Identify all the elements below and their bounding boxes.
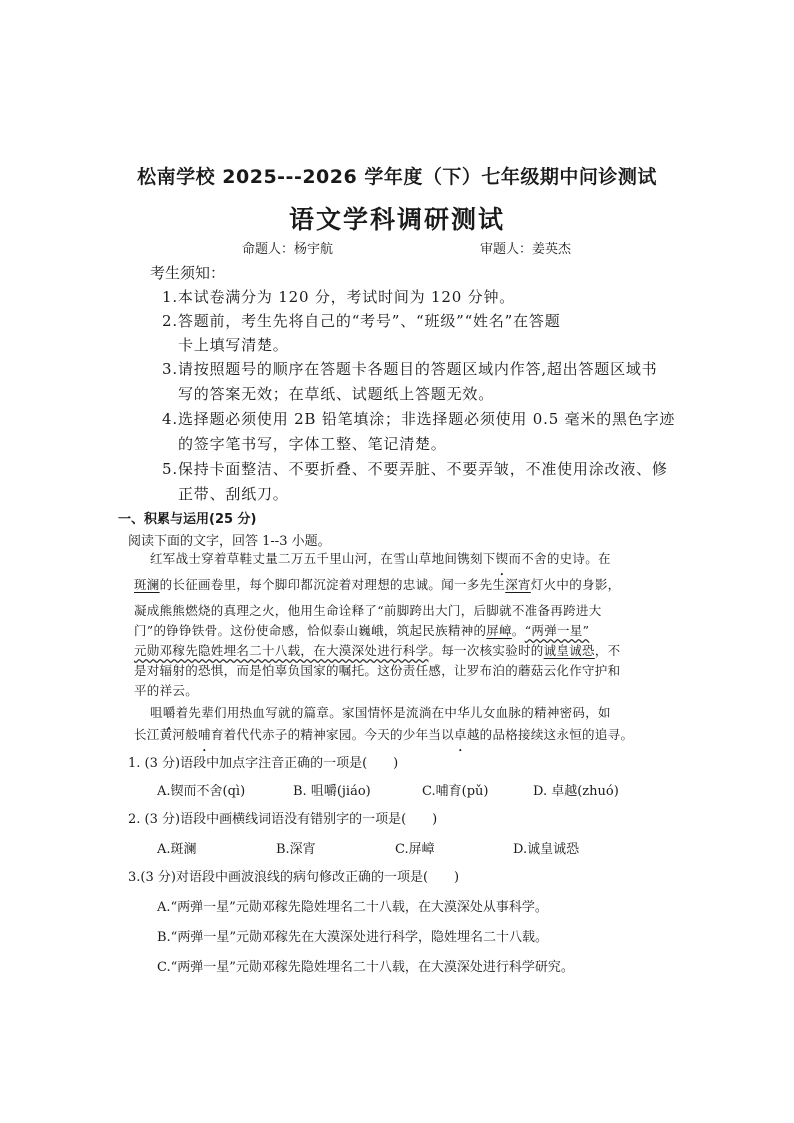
q2-option-d[interactable]: D.诚皇诚恐	[513, 842, 580, 857]
notice-item-2: 2.答题前，考生先将自己的“考号”、“班级”“姓名”在答题	[162, 312, 561, 330]
q1-option-c[interactable]: C.哺育(pǔ)	[422, 784, 489, 799]
q3-option-a[interactable]: A.“两弹一星”元勋邓稼先隐姓埋名二十八载，在大漠深处从事科学。	[157, 900, 548, 915]
wavy-underline-sentence: 元勋邓稼先隐姓埋名二十八载，在大漠深处进行科学	[134, 643, 429, 658]
underlined-word: 深宵	[505, 577, 531, 592]
notice-item-3-cont: 写的答案无效；在草纸、试题纸上答题无效。	[178, 385, 495, 403]
dotted-char: 哺	[198, 727, 211, 742]
q2-option-b[interactable]: B.深宵	[276, 842, 316, 857]
exam-header-title: 松南学校 2025---2026 学年度（下）七年级期中问诊测试	[137, 166, 657, 188]
passage-line: 是对辐射的恐惧，而是怕辜负国家的嘱托。这份责任感，让罗布泊的蘑菇云化作守护和	[134, 663, 621, 678]
passage-line: 长江黄河般哺育着代代赤子的精神家园。今天的少年当以卓越的品格接续这永恒的追寻。	[134, 727, 634, 742]
question-author: 命题人：杨宇航	[242, 242, 334, 257]
passage-line: 平的祥云。	[134, 683, 199, 698]
dotted-char: 卓	[454, 727, 467, 742]
q1-option-d[interactable]: D. 卓越(zhuó)	[533, 784, 619, 799]
section-instruction: 阅读下面的文字，回答 1--3 小题。	[128, 534, 331, 549]
q2-option-a[interactable]: A.斑澜	[157, 842, 197, 857]
notice-heading: 考生须知：	[150, 264, 226, 282]
notice-item-1: 1.本试卷满分为 120 分，考试时间为 120 分钟。	[162, 288, 516, 306]
wavy-underline-sentence: “两弹一星”	[524, 623, 590, 638]
question-2-stem: 2. (3 分)语段中画横线词语没有错别字的一项是( )	[128, 812, 438, 827]
notice-item-3: 3.请按照题号的顺序在答题卡各题目的答题区域内作答,超出答题区域书	[162, 360, 658, 378]
question-1-stem: 1. (3 分)语段中加点字注音正确的一项是( )	[128, 756, 399, 771]
notice-item-2-cont: 卡上填写清楚。	[178, 336, 289, 354]
passage-line: 凝成熊熊燃烧的真理之火，他用生命诠释了“前脚跨出大门，后脚就不准备再跨进大	[134, 603, 602, 618]
notice-item-4: 4.选择题必须使用 2B 铅笔填涂；非选择题必须使用 0.5 毫米的黑色字迹	[162, 410, 676, 428]
notice-item-5: 5.保持卡面整洁、不要折叠、不要弄脏、不要弄皱，不准使用涂改液、修	[162, 460, 668, 478]
section-heading: 一、积累与运用(25 分)	[118, 512, 257, 527]
passage-line: 门”的铮铮铁骨。这份使命感，恰似泰山巍峨，筑起民族精神的屏嶂。“两弹一星”	[134, 623, 590, 638]
notice-item-5-cont: 正带、刮纸刀。	[178, 485, 289, 503]
dotted-char: 锲	[495, 551, 509, 566]
passage-line: 元勋邓稼先隐姓埋名二十八载，在大漠深处进行科学。每一次核实验时的诚皇诚恐，不	[134, 643, 621, 658]
underlined-word: 斑澜	[134, 577, 160, 592]
q1-option-b[interactable]: B. 咀嚼(jiáo)	[293, 784, 371, 799]
passage-line: 咀嚼着先辈们用热血写就的篇章。家国情怀是流淌在中华儿女血脉的精神密码，如	[150, 705, 611, 720]
notice-item-4-cont: 的签字笔书写，字体工整、笔记清楚。	[178, 435, 447, 453]
underlined-word: 屏嶂	[486, 623, 512, 638]
q3-option-b[interactable]: B.“两弹一星”元勋邓稼先在大漠深处进行科学，隐姓埋名二十八载。	[157, 930, 548, 945]
q1-option-a[interactable]: A.锲而不舍(qì)	[157, 784, 246, 799]
exam-subject-title: 语文学科调研测试	[288, 205, 505, 234]
underlined-word: 诚皇诚恐	[543, 643, 595, 658]
passage-line: 红军战士穿着草鞋丈量二万五千里山河，在雪山草地间镌刻下锲而不舍的史诗。在	[150, 551, 611, 566]
reviewer: 审题人：姜英杰	[480, 242, 572, 257]
q3-option-c[interactable]: C.“两弹一星”元勋邓稼先隐姓埋名二十八载，在大漠深处进行科学研究。	[157, 960, 574, 975]
question-3-stem: 3.(3 分)对语段中画波浪线的病句修改正确的一项是( )	[128, 870, 460, 885]
passage-line: 斑澜的长征画卷里，每个脚印都沉淀着对理想的忠诚。闻一多先生深宵灯火中的身影，	[134, 577, 621, 592]
q2-option-c[interactable]: C.屏嶂	[395, 842, 435, 857]
dotted-char: 嚼	[162, 705, 176, 720]
